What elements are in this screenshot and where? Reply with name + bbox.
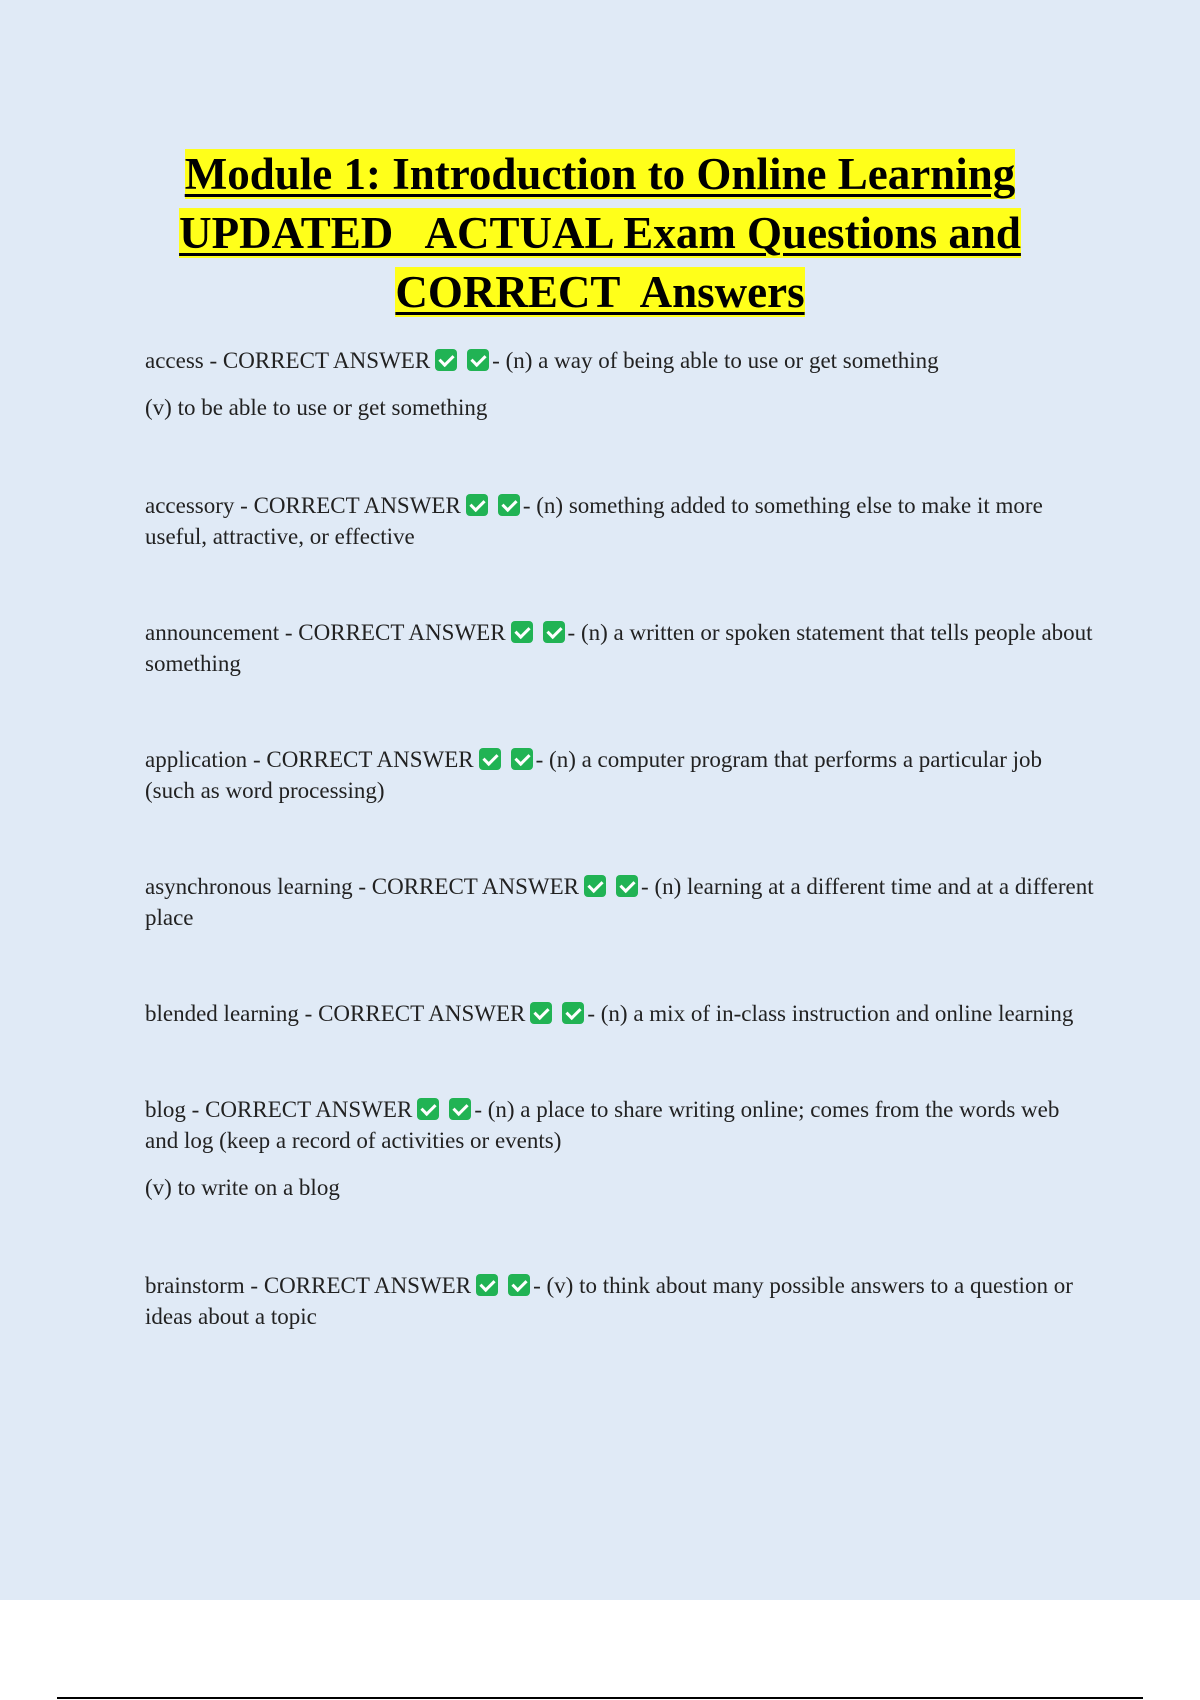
entry-label: CORRECT ANSWER: [205, 1097, 413, 1122]
check-box-icon: [511, 748, 533, 770]
entry-definition: (n) a written or spoken statement that tells people about something: [145, 620, 1093, 676]
entry-term: blog: [145, 1097, 186, 1122]
title-line-3: CORRECT Answers: [395, 267, 805, 317]
check-box-icon: [616, 875, 638, 897]
glossary-entry: announcement - CORRECT ANSWER - (n) a written or spoken statement that tells people about something: [145, 620, 1093, 676]
entry-extra: (v) to write on a blog: [145, 1175, 340, 1200]
entry-label: CORRECT ANSWER: [266, 747, 474, 772]
glossary-entry: blended learning - CORRECT ANSWER - (n) a mix of in-class instruction and online learning: [145, 1001, 1074, 1026]
check-box-icon: [530, 1002, 552, 1024]
glossary-entry: blog - CORRECT ANSWER - (n) a place to share writing online; comes from the words web and log (keep a record of activities or events) (v) to write on a blog: [145, 1094, 1095, 1203]
entry-definition: (v) to think about many possible answers to a question or ideas about a topic: [145, 1273, 1073, 1329]
glossary-entry: brainstorm - CORRECT ANSWER - (v) to think about many possible answers to a question or ideas about a topic: [145, 1273, 1073, 1329]
entry-definition: (n) learning at a different time and at a different place: [145, 874, 1094, 930]
entry-term: blended learning: [145, 1001, 299, 1026]
check-box-icon: [584, 875, 606, 897]
entry-label: CORRECT ANSWER: [318, 1001, 526, 1026]
check-box-icon: [543, 621, 565, 643]
entry-definition: (n) something added to something else to make it more useful, attractive, or effective: [145, 493, 1043, 549]
check-box-icon: [467, 349, 489, 371]
entry-term: application: [145, 747, 248, 772]
check-box-icon: [508, 1274, 530, 1296]
glossary-entry: application - CORRECT ANSWER - (n) a computer program that performs a particular job (such as word processing): [145, 747, 1043, 803]
glossary-entry: asynchronous learning - CORRECT ANSWER - (n) learning at a different time and at a different place: [145, 874, 1094, 930]
entry-extra: (v) to be able to use or get something: [145, 395, 488, 420]
entry-label: CORRECT ANSWER: [371, 874, 580, 899]
entry-term: asynchronous learning: [145, 874, 353, 899]
check-box-icon: [466, 494, 488, 516]
entry-term: access: [145, 348, 204, 373]
glossary-list: [145, 345, 1095, 1332]
entry-definition: (n) a place to share writing online; comes from the words web and log (keep a record of activities or events): [145, 1097, 1060, 1153]
check-box-icon: [435, 349, 457, 371]
entry-label: CORRECT ANSWER: [222, 348, 431, 373]
entry-label: CORRECT ANSWER: [263, 1273, 472, 1298]
entry-term: brainstorm: [145, 1273, 245, 1298]
check-box-icon: [417, 1098, 439, 1120]
entry-definition: (n) a computer program that performs a particular job (such as word processing): [145, 747, 1043, 803]
entry-term: announcement: [145, 620, 280, 645]
glossary-entry: access - CORRECT ANSWER - (n) a way of being able to use or get something (v) to be able to use or get something: [145, 345, 1095, 423]
entry-term: accessory: [145, 493, 235, 518]
glossary-entry: accessory - CORRECT ANSWER - (n) something added to something else to make it more useful, attractive, or effective: [145, 493, 1043, 549]
title-line-1: Module 1: Introduction to Online Learning: [184, 149, 1016, 199]
entry-label: CORRECT ANSWER: [253, 493, 461, 518]
check-box-icon: [479, 748, 501, 770]
entry-definition: (n) a way of being able to use or get something: [505, 348, 939, 373]
check-box-icon: [562, 1002, 584, 1024]
check-box-icon: [476, 1274, 498, 1296]
document-title: [100, 145, 1100, 322]
check-box-icon: [449, 1098, 471, 1120]
title-line-2: UPDATED ACTUAL Exam Questions and: [179, 208, 1021, 258]
check-box-icon: [511, 621, 533, 643]
page-divider: [57, 1697, 1143, 1699]
entry-label: CORRECT ANSWER: [298, 620, 506, 645]
check-box-icon: [498, 494, 520, 516]
entry-definition: (n) a mix of in-class instruction and online learning: [600, 1001, 1074, 1026]
